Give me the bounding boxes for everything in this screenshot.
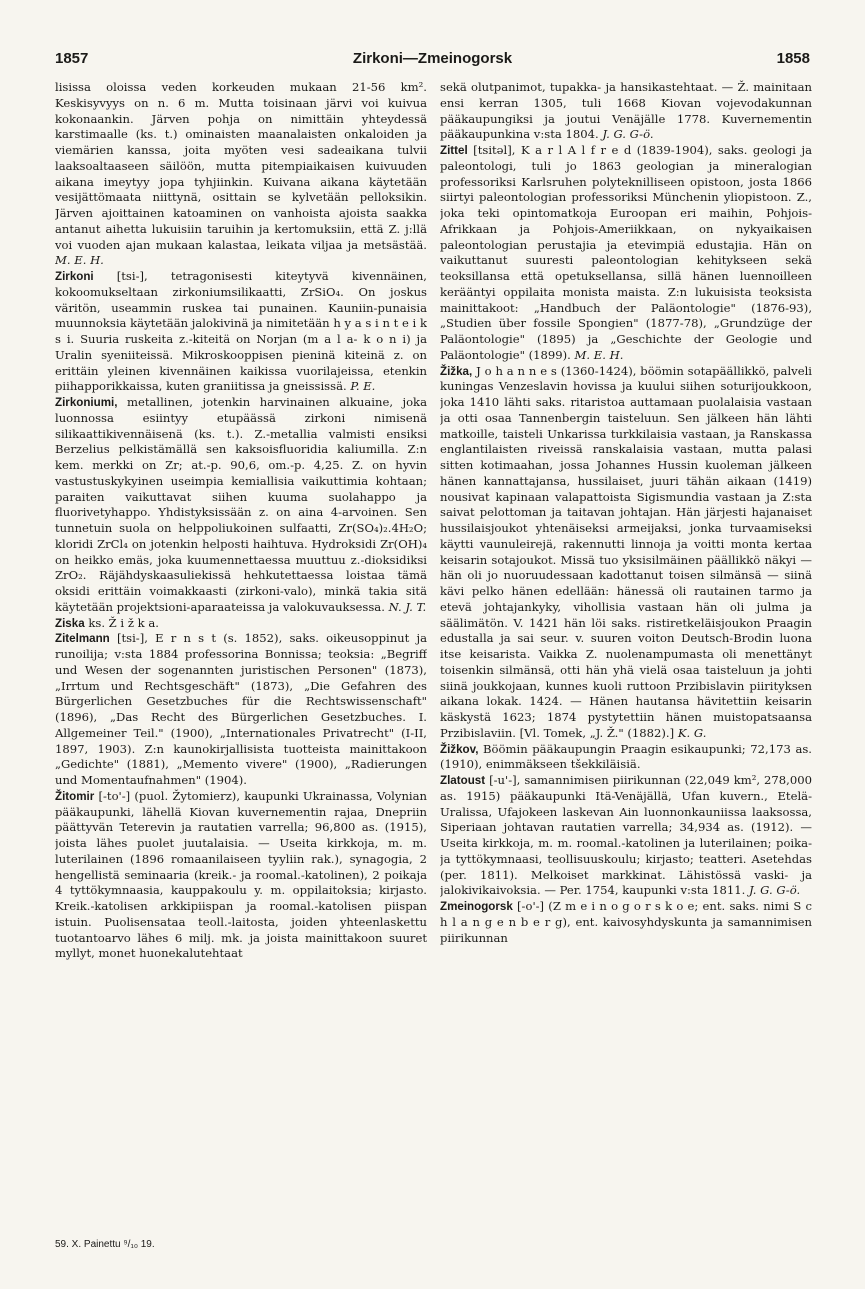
entry-paragraph — [55, 269, 427, 395]
entry-headword: Zmeinogorsk — [440, 900, 513, 913]
entry-headword: Zitelmann — [55, 632, 110, 646]
entry-text: Böömin pääkaupungin Praagin esikaupunki; 72,173 as. (1910), enimmäkseen tšekkiläisiä. — [440, 741, 812, 772]
entry-headword: Zittel — [440, 144, 468, 157]
entry-paragraph — [440, 899, 812, 946]
entry-paragraph — [55, 789, 427, 962]
entry-text: sekä olutpanimot, tupakka- ja hansikastehtaat. — Ž. mainitaan ensi kerran 1305, tuli 1668 Kiovan vojevodakunnan pääkaupungiksi ja joutui Venäjälle 1778. Kuvernementin pääkaupunkina v:sta 1804. — [440, 80, 812, 142]
page-number-left: 1857 — [55, 50, 89, 67]
entry-signature: M. E. H. — [55, 253, 104, 268]
entry-text: [-to'-] (puol. Žytomierz), kaupunki Ukrainassa, Volynian pääkaupunki, lähellä Kiovan kuvernementin rajaa, Dnepriin päättyvän Teterevin ja rautatien varrella; 96,800 as. (1915), joista lähes puolet juutalaisia. — Useita kirkkoja, m. m. luterilainen (1896 romaanilaiseen tyyliin rak.), synagogia, 2 hengellistä seminaaria (kreik.- ja roomal.-katolinen), 2 poikaja 4 tyttökymnaasia, kauppakoulu y. m. oppilaitoksia; kirjasto. Kreik.-katolisen arkkipiispan ja roomal.-katolisen piispan istuin. Puolisensataa teoll.-laitosta, joiden yhteenlaskettu tuotantoarvo lähes 6 milj. mk. ja joista mainittakoon suuret myllyt, monet huonekalutehtaat — [55, 788, 427, 961]
entry-text: [-o'-] (Z m e i n o g o r s k o e; ent. saks. nimi S c h l a n g e n b e r g), ent. kaivosyhdyskunta ja samannimisen piirikunnan — [440, 899, 812, 945]
entry-headword: Žitomir — [55, 789, 95, 803]
entry-paragraph — [55, 631, 427, 789]
entry-headword: Žižkov, — [440, 742, 479, 756]
entry-paragraph — [55, 616, 427, 632]
entry-text: J o h a n n e s (1360-1424), böömin sotapäällikkö, palveli kuningas Venzeslavin hovissa ja kuului siihen soturijoukkoon, joka 1410 lähti saks. ritaristoa auttamaan puolalaisia vastaan ja otti osaa Tannenbergin taisteluun. Sen jälkeen hän lähti matkoille, taisteli Unkarissa turkkilaisia vastaan, ja Ranskassa englantilaisten riveissä ranskalaisia vastaan, mutta palasi sitten kotimaahan, jossa Johannes Hussin kuoleman jälkeen hänen kannattajansa, hussilaiset, juuri tähän aikaan (1419) nousivat kapinaan valapattoista Sigismundia vastaan ja Z:sta saivat pelottoman ja taitavan johtajan. Hän järjesti hajanaiset hussilaisjoukot yhtenäiseksi armeijaksi, jonka turvaamiseksi käytti vaunuleirejä, rakennutti linnoja ja voitti monta kertaa keisarin sotajoukot. Missä tuo yksisilmäinen päällikkö näkyi — hän oli jo nuoruudessaan kadottanut toisen silmänsä — siinä kävi pelko hänen edellään: hänessä oli rautainen tarmo ja etevä johtajankyky, vihollisia vastaan hän oli julma ja säälimätön. V. 1421 hän löi saks. ristiretkeläisjoukon Praagin edustalla ja sai seur. v. suuren voiton Deutsch-Brodin luona itse keisarista. Vaikka Z. nuolenampumasta oli menettänyt toisenkin silmänsä, otti hän yhä vielä osaa taisteluun ja johti siinä joukkojaan, kunnes kuoli ruttoon Przibislavin piirityksen aikana lokak. 1424. — Hänen hautansa hävitettiin keisarin käskystä 1623; 1874 pystytettiin hänen muistopatsaansa Przibislaviin. [Vl. Tomek, „J. Ž." (1882).] — [440, 363, 812, 740]
running-title: Zirkoni—Zmeinogorsk — [352, 50, 513, 67]
entry-headword: Zirkoni — [55, 270, 94, 283]
entry-signature: P. E. — [350, 379, 376, 394]
entry-text: ks. Ž i ž k a. — [84, 615, 159, 630]
entry-text: [tsi-], tetragonisesti kiteytyvä kivennäinen, kokoomukseltaan zirkoniumsilikaatti, ZrSiO₄. On joskus väritön, useammin ruskea tai punainen. Kauniin-punaisia muunnoksia käytetään jalokivinä ja nimitetään h y a s i n t e i k s i. Suuria ruskeita z.-kiteitä on Norjan (m a l a- k o n i) ja Uralin syeniiteissä. Mikroskooppisen pieninä kiteinä z. on erittäin yleinen kivennäinen kaikissa vuorilajeissa, etenkin piihapporikkaissa, kuten graniitissa ja gneississä. — [55, 269, 427, 394]
entry-headword: Ziska — [55, 616, 85, 630]
print-footer: 59. X. Painettu ⁹/₁₀ 19. — [55, 1239, 155, 1250]
entry-text: [-u'-], samannimisen piirikunnan (22,049 km², 278,000 as. 1915) pääkaupunki Itä-Venäjällä, Ufan kuvern., Etelä-Uralissa, Ufajokeen laskevan Ain luonnonkauniissa laaksossa, Siperiaan johtavan rautatien varrella; 34,934 as. (1912). — Useita kirkkoja, m. m. roomal.-katolinen ja luterilainen; poika- ja tyttökymnaasi, teollisuuskoulu; kirjasto; teatteri. Asetehdas (per. 1811). Melkoiset markkinat. Lähistössä vaski- ja jalokivikaivoksia. — Per. 1754, kaupunki v:sta 1811. — [440, 773, 812, 898]
entry-signature: N. J. T. — [388, 599, 427, 614]
entry-paragraph — [55, 395, 427, 616]
entry-paragraph — [440, 80, 812, 143]
entry-paragraph — [440, 773, 812, 899]
entry-text: lisissa oloissa veden korkeuden mukaan 21-56 km². Keskisyvyys on n. 6 m. Mutta toisinaan järvi voi kuivua kokonaankin. Järven pohja on nimittäin yhteydessä karstimaalle (ks. t.) ominaisten maanalaisten onkaloiden ja viemärien kanssa, joita myöten vesi sadeaikana tulvii laaksoaltaaseen säilöön, mutta pitempiaikaisen kuivuuden aikana imeytyy jopa tyhjiinkin. Kuivana aikana käytetään vesijättömaata niittynä, osittain se kylvetään pelloksikin. Järven ajoittainen katoaminen on vanhoista ajoista saakka antanut aihetta lukuisiin taruihin ja kertomuksiin, että Z. j:llä voi vuoden ajan mukaan kalastaa, leikata viljaa ja metsästää. — [55, 80, 427, 252]
entry-headword: Zirkoniumi, — [55, 396, 118, 409]
entry-headword: Zlatoust — [440, 774, 486, 787]
entry-paragraph — [440, 143, 812, 364]
entry-signature: M. E. H. — [574, 347, 624, 362]
entry-text: [tsitəl], K a r l A l f r e d (1839-1904), saks. geologi ja paleontologi, tuli jo 1863 geologian ja mineralogian professoriksi Karlsruhen polyteknilliseen opistoon, josta 1866 siirtyi paleontologian professoriksi Münchenin yliopistoon. Z., joka teki opintomatkoja Euroopan eri maihin, Pohjois-Afrikkaan ja Pohjois-Ameriikkaan, on nykyaikaisen paleontologian perustajia ja etevimpiä edustajia. Hän on vaikuttanut suuresti paleontologian kehitykseen sekä teoksillansa että opetuksellansa, sillä hänen luennoilleen kerääntyi oppilaita monista maista. Z:n lukuisista teoksista mainittakoot: „Handbuch der Paläontologie" (1876-93), „Studien über fossile Spongien" (1877-78), „Grundzüge der Paläontologie" (1895) ja „Geschichte der Geologie und Paläontologie" (1899). — [440, 143, 812, 362]
entry-paragraph — [440, 742, 812, 774]
entry-signature: J. G. G-ö. — [748, 883, 801, 898]
entry-headword: Žižka, — [440, 364, 473, 378]
entry-text: [tsi-], E r n s t (s. 1852), saks. oikeusoppinut ja runoilija; v:sta 1884 professorina Bonnissa; teoksia: „Begriff und Wesen der sogenannten juristischen Personen" (1873), „Irrtum und Rechtsgeschäft" (1873), „Die Gefahren des Bürgerlichen Gesetzbuches für die Rechtswissenschaft" (1896), „Das Recht des Bürgerlichen Gesetzbuches. I. Allgemeiner Teil." (1900), „Internationales Privatrecht" (I-II, 1897, 1903). Z:n kaunokirjallisista tuotteista mainittakoon „Gedichte" (1881), „Memento vivere" (1900), „Radierungen und Momentaufnahmen" (1904). — [55, 631, 427, 787]
entry-paragraph — [55, 80, 427, 269]
entry-paragraph — [440, 364, 812, 742]
entry-signature: K. G. — [677, 725, 707, 740]
right-column — [440, 80, 812, 1259]
page-number-right: 1858 — [776, 50, 810, 67]
entry-text: metallinen, jotenkin harvinainen alkuaine, joka luonnossa esiintyy etupäässä zirkoni nimisenä silikaattikivennäisenä (ks. t.). Z.-metallia valmisti ensiksi Berzelius pelkistämällä sen kaksoisfluoridia kaliumilla. Z:n kem. merkki on Zr; at.-p. 90,6, om.-p. 4,25. Z. on hyvin vastustuskykyinen useimpia kemiallisia vaikuttimia kohtaan; paraiten vaikuttavat siihen kuuma suolahappo ja fluorivetyhappo. Yhdistyksissään z. on aina 4-arvoinen. Sen tunnetuin suola on helppoliukoinen sulfaatti, Zr(SO₄)₂.4H₂O; kloridi ZrCl₄ on jotenkin helposti haihtuva. Hydroksidi Zr(OH)₄ on heikko emäs, joka kuumennettaessa muuttuu z.-dioksidiksi ZrO₂. Räjähdyskaasuliekissä hehkutettaessa loistaa tämä oksidi erittäin voimakkaasti (zirkoni-valo), minkä takia sitä käytetään projektsioni-aparaateissa ja valokuvauksessa. — [55, 395, 427, 614]
page-header — [55, 50, 810, 74]
left-column — [55, 80, 427, 1259]
entry-signature: J. G. G-ö. — [602, 127, 654, 142]
